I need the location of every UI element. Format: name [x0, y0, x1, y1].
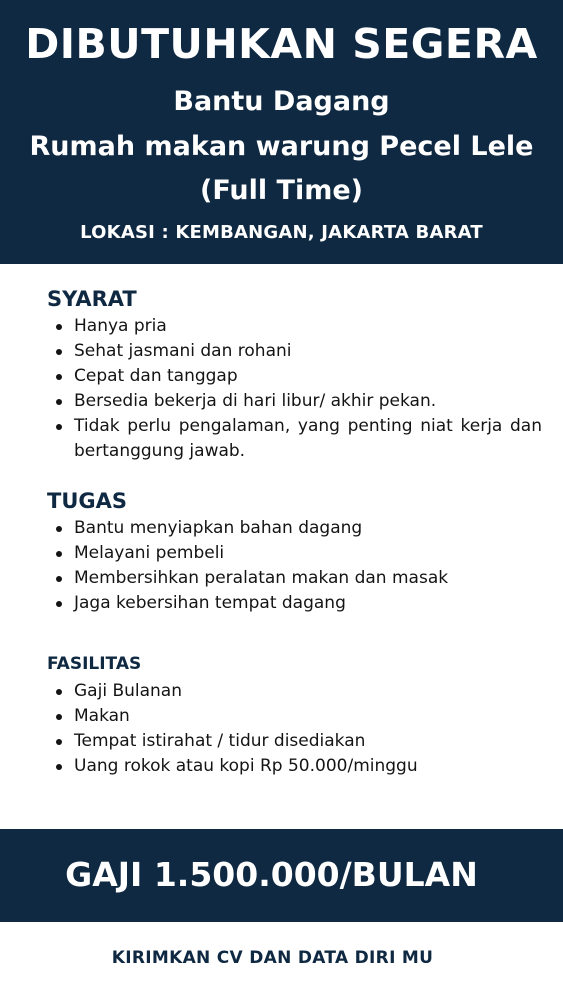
salary-banner: [0, 829, 563, 922]
fasilitas-list: [47, 679, 542, 779]
section-syarat: [47, 284, 542, 464]
list-item: Uang rokok atau kopi Rp 50.000/minggu: [47, 754, 542, 779]
list-item: Hanya pria: [47, 314, 542, 339]
list-item: Cepat dan tanggap: [47, 364, 542, 389]
section-tugas: [47, 486, 542, 616]
section-title-syarat: SYARAT: [47, 287, 137, 311]
employment-type: (Full Time): [199, 175, 364, 206]
syarat-list: [47, 314, 542, 464]
list-item: Jaga kebersihan tempat dagang: [47, 591, 542, 616]
header-banner: [0, 0, 563, 264]
position-title: Bantu Dagang: [173, 86, 390, 117]
list-item: Tidak perlu pengalaman, yang penting niat kerja dan bertanggung jawab.: [47, 414, 542, 464]
list-item: Makan: [47, 704, 542, 729]
section-title-fasilitas: FASILITAS: [47, 654, 142, 674]
tugas-list: [47, 516, 542, 616]
list-item: Tempat istirahat / tidur disediakan: [47, 729, 542, 754]
list-item: Bantu menyiapkan bahan dagang: [47, 516, 542, 541]
call-to-action: KIRIMKAN CV DAN DATA DIRI MU: [111, 948, 434, 968]
section-fasilitas: [47, 651, 542, 779]
list-item: Melayani pembeli: [47, 541, 542, 566]
list-item: Membersihkan peralatan makan dan masak: [47, 566, 542, 591]
location-line: LOKASI : KEMBANGAN, JAKARTA BARAT: [80, 222, 483, 243]
section-title-tugas: TUGAS: [47, 489, 127, 513]
business-name: Rumah makan warung Pecel Lele: [29, 131, 534, 162]
headline: DIBUTUHKAN SEGERA: [25, 20, 538, 68]
list-item: Sehat jasmani dan rohani: [47, 339, 542, 364]
list-item: Bersedia bekerja di hari libur/ akhir pekan.: [47, 389, 542, 414]
list-item: Gaji Bulanan: [47, 679, 542, 704]
salary-amount: GAJI 1.500.000/BULAN: [65, 855, 478, 894]
